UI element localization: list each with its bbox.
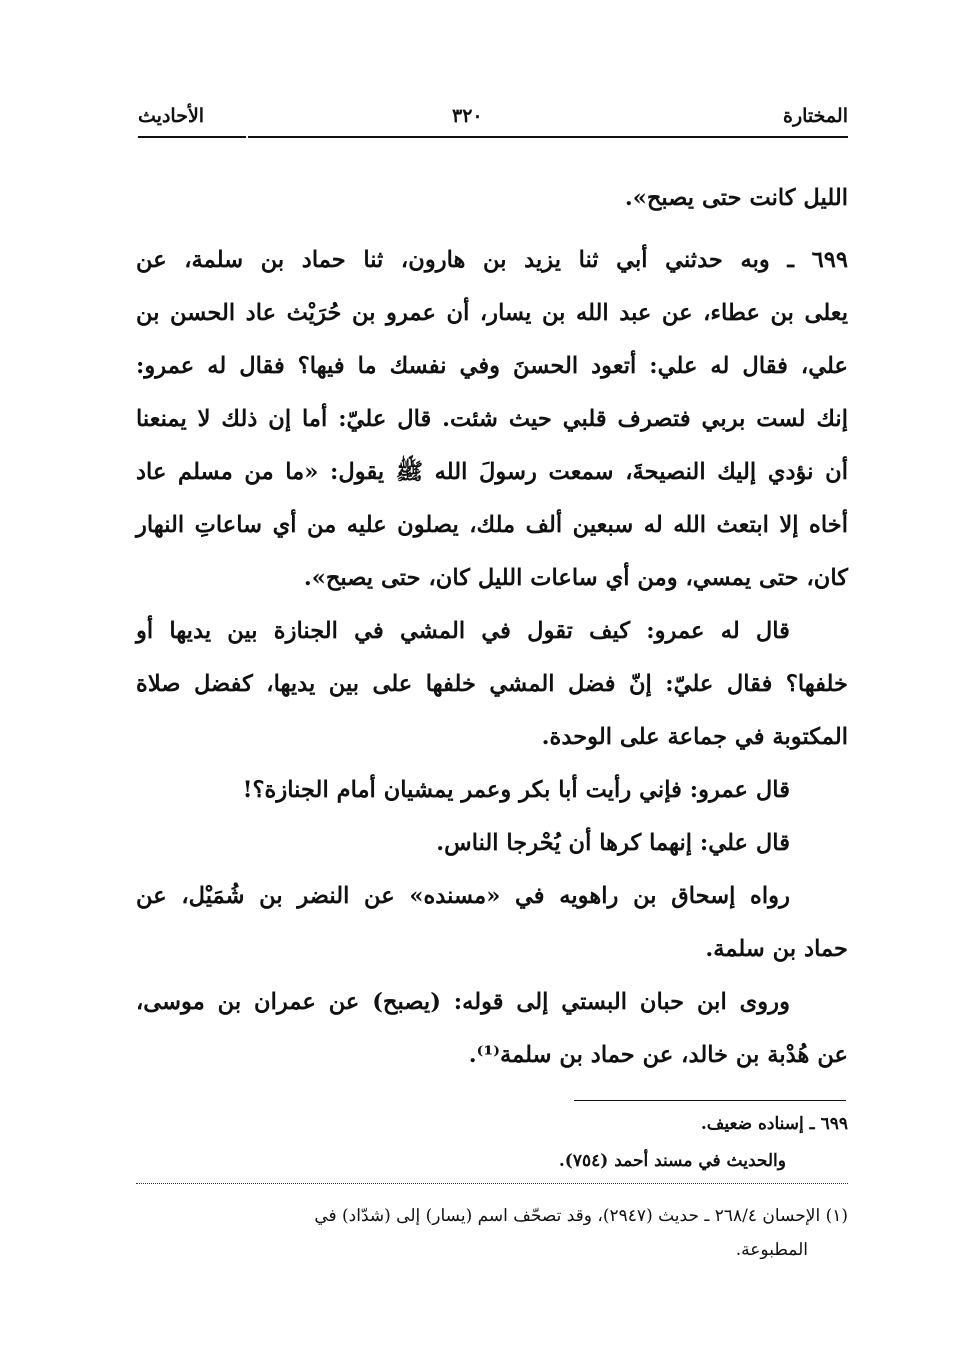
footnote-1-line-1: (١) الإحسان ٢٦٨/٤ ـ حديث (٢٩٤٧)، وقد تصحّف اسم (يسار) إلى (شدّاد) في — [314, 1206, 848, 1226]
text-line: حماد بن سلمة. — [705, 936, 848, 962]
text-line: إنك لست بربي فتصرف قلبي حيث شئت. قال عليّ: أما إن ذلك لا يمنعنا — [136, 406, 848, 432]
running-header-section: الأحاديث — [138, 105, 205, 127]
header-rule — [248, 136, 848, 138]
text-line: وروى ابن حبان البستي إلى قوله: (يصبح) عن عمران بن موسى، — [136, 989, 790, 1015]
footnote-musnad: والحديث في مسند أحمد (٧٥٤). — [558, 1151, 786, 1171]
text-line: قال عمرو: فإني رأيت أبا بكر وعمر يمشيان أمام الجنازة؟! — [242, 777, 790, 803]
main-text — [136, 172, 848, 1082]
text-line: المكتوبة في جماعة على الوحدة. — [541, 724, 848, 750]
text-line: قال له عمرو: كيف تقول في المشي في الجنازة بين يديها أو — [136, 618, 790, 644]
text-line: قال علي: إنهما كرها أن يُحْرجا الناس. — [436, 830, 790, 856]
footnote-grade: ٦٩٩ ـ إسناده ضعيف. — [700, 1114, 848, 1134]
header-rule-short — [138, 136, 246, 138]
running-header-title: المختارة — [783, 105, 848, 127]
footnote-1-line-2: المطبوعة. — [735, 1240, 808, 1260]
text-line: يعلى بن عطاء، عن عبد الله بن يسار، أن عمرو بن حُرَيْث عاد الحسن بن — [136, 300, 848, 326]
text-line: خلفها؟ فقال عليّ: إنّ فضل المشي خلفها على بين يديها، كفضل صلاة — [136, 671, 848, 697]
text-line: الليل كانت حتى يصبح». — [624, 185, 848, 211]
text-line: أن نؤدي إليك النصيحةَ، سمعت رسولَ الله ﷺ يقول: «ما من مسلم عاد — [136, 459, 848, 485]
footnote-separator — [574, 1100, 846, 1101]
page-number: ٣٢٠ — [452, 105, 483, 127]
text-line: عن هُدْبة بن خالد، عن حماد بن سلمة⁽¹⁾. — [468, 1042, 848, 1068]
hadith-opening-line: ٦٩٩ ـ وبه حدثني أبي ثنا يزيد بن هارون، ثنا حماد بن سلمة، عن — [136, 247, 848, 273]
text-line: رواه إسحاق بن راهويه في «مسنده» عن النضر بن شُمَيْل، عن — [136, 883, 790, 909]
footnote-dotted-separator — [136, 1183, 848, 1184]
text-line: علي، فقال له علي: أتعود الحسنَ وفي نفسك ما فيها؟ فقال له عمرو: — [136, 353, 848, 379]
text-line: أخاه إلا ابتعث الله له سبعين ألف ملك، يصلون عليه من أي ساعاتِ النهار — [136, 512, 848, 538]
text-line: كان، حتى يمسي، ومن أي ساعات الليل كان، حتى يصبح». — [303, 565, 848, 591]
